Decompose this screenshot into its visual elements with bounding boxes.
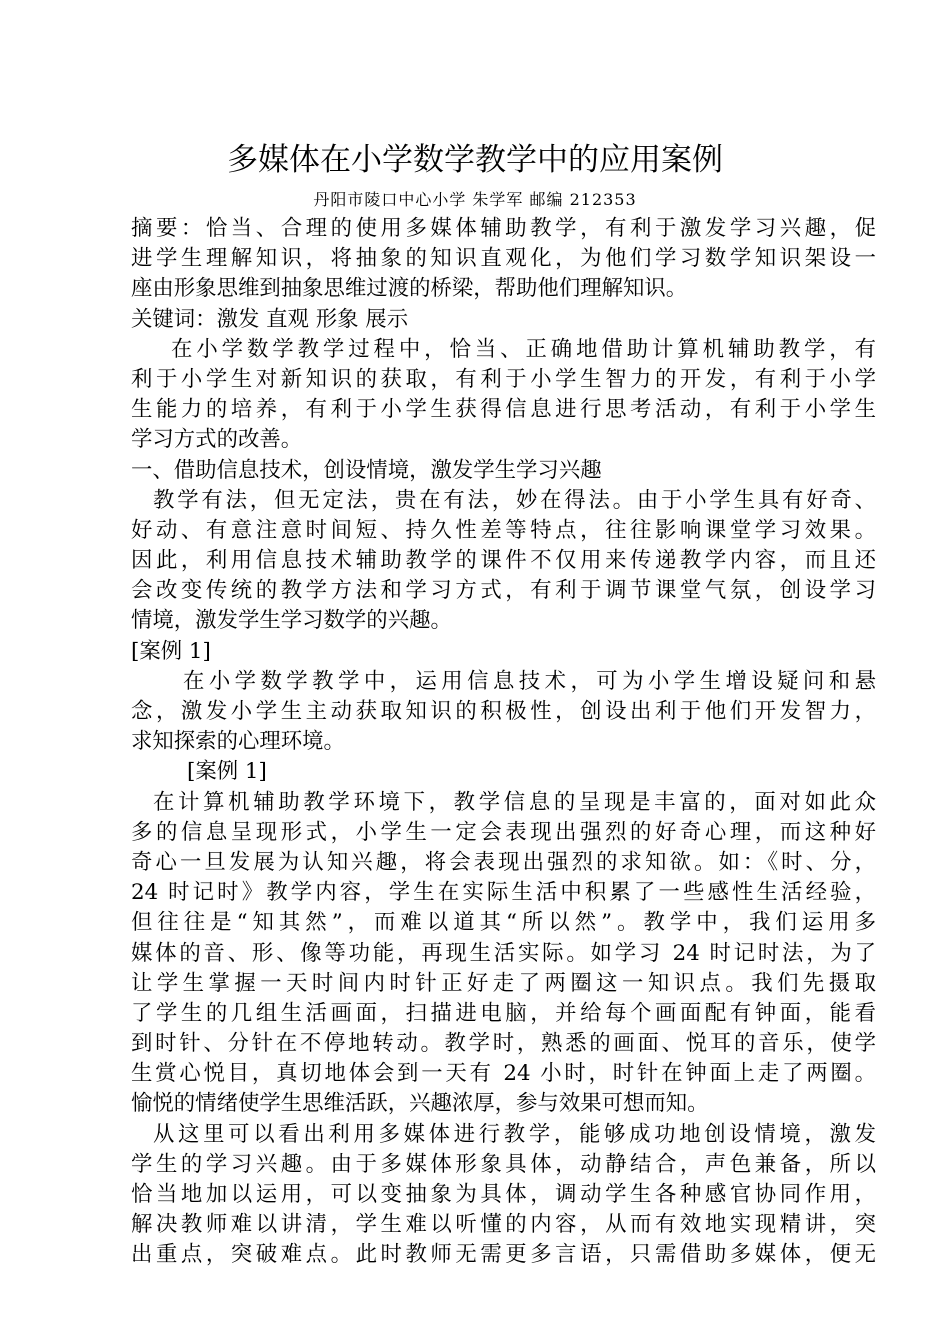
text-line: 了学生的几组生活画面，扫描进电脑，并给每个画面配有钟面，能看: [131, 1000, 876, 1026]
text-line: 好动、有意注意时间短、持久性差等特点，往往影响课堂学习效果。: [131, 517, 876, 543]
document-body: [131, 214, 876, 1271]
text-line: 摘要：恰当、合理的使用多媒体辅助教学，有利于激发学习兴趣，促: [131, 216, 876, 241]
text-line: 学生的学习兴趣。由于多媒体形象具体，动静结合，声色兼备，所以: [131, 1151, 876, 1177]
text-line: 让学生掌握一天时间内时针正好走了两圈这一知识点。我们先摄取: [131, 970, 876, 996]
document-title: 多媒体在小学数学教学中的应用案例: [227, 142, 723, 178]
text-line: 教学有法，但无定法，贵在有法，妙在得法。由于小学生具有好奇、: [153, 487, 876, 513]
text-line: 恰当地加以运用，可以变抽象为具体，调动学生各种感官协同作用，: [131, 1182, 876, 1207]
text-line: 因此，利用信息技术辅助教学的课件不仅用来传递教学内容，而且还: [131, 548, 876, 574]
text-line: 生能力的培养，有利于小学生获得信息进行思考活动，有利于小学生: [131, 397, 876, 423]
text-line: 在小学数学教学过程中，恰当、正确地借助计算机辅助教学，有: [171, 336, 876, 362]
text-line: 求知探索的心理环境。: [131, 729, 345, 755]
author-line: 丹阳市陵口中心小学 朱学军 邮编 212353: [313, 190, 637, 209]
text-line: 从这里可以看出利用多媒体进行教学，能够成功地创设情境，激发: [153, 1121, 876, 1147]
text-line: 念，激发小学生主动获取知识的积极性，创设出利于他们开发智力，: [131, 699, 876, 724]
text-line: 愉悦的情绪使学生思维活跃，兴趣浓厚，参与效果可想而知。: [131, 1091, 709, 1117]
text-line: 奇心一旦发展为认知兴趣，将会表现出强烈的求知欲。如：《时、分，: [131, 849, 876, 875]
text-line: 情境，激发学生学习数学的兴趣。: [131, 608, 452, 634]
text-line: 但往往是“知其然”，而难以道其“所以然”。教学中，我们运用多: [131, 910, 876, 936]
text-line: 在计算机辅助教学环境下，教学信息的呈现是丰富的，面对如此众: [153, 789, 876, 815]
keywords-line: 关键词：激发 直观 形象 展示: [131, 306, 409, 332]
text-line: 在小学数学教学中，运用信息技术，可为小学生增设疑问和悬: [183, 668, 876, 694]
text-line: 多的信息呈现形式，小学生一定会表现出强烈的好奇心理，而这种好: [131, 819, 876, 845]
case-label: [案例 1]: [187, 759, 267, 785]
text-line: 座由形象思维到抽象思维过渡的桥梁，帮助他们理解知识。: [131, 276, 688, 302]
text-line: 媒体的音、形、像等功能，再现生活实际。如学习 24 时记时法，为了: [131, 940, 876, 966]
text-line: 解决教师难以讲清，学生难以听懂的内容，从而有效地实现精讲，突: [131, 1212, 876, 1238]
text-line: 24 时记时》教学内容，学生在实际生活中积累了一些感性生活经验，: [131, 880, 876, 906]
text-line: 进学生理解知识，将抽象的知识直观化，为他们学习数学知识架设一: [131, 246, 876, 272]
text-line: 会改变传统的教学方法和学习方式，有利于调节课堂气氛，创设学习: [131, 578, 876, 604]
text-line: 出重点，突破难点。此时教师无需更多言语，只需借助多媒体，便无: [131, 1242, 876, 1268]
text-line: 利于小学生对新知识的获取，有利于小学生智力的开发，有利于小学: [131, 366, 876, 392]
section-heading: 一、借助信息技术，创设情境，激发学生学习兴趣: [131, 457, 602, 483]
case-label: [案例 1]: [131, 638, 211, 664]
text-line: 到时针、分针在不停地转动。教学时，熟悉的画面、悦耳的音乐，使学: [131, 1031, 876, 1057]
text-line: 学习方式的改善。: [131, 427, 303, 453]
text-line: 生赏心悦目，真切地体会到一天有 24 小时，时针在钟面上走了两圈。: [131, 1061, 876, 1087]
